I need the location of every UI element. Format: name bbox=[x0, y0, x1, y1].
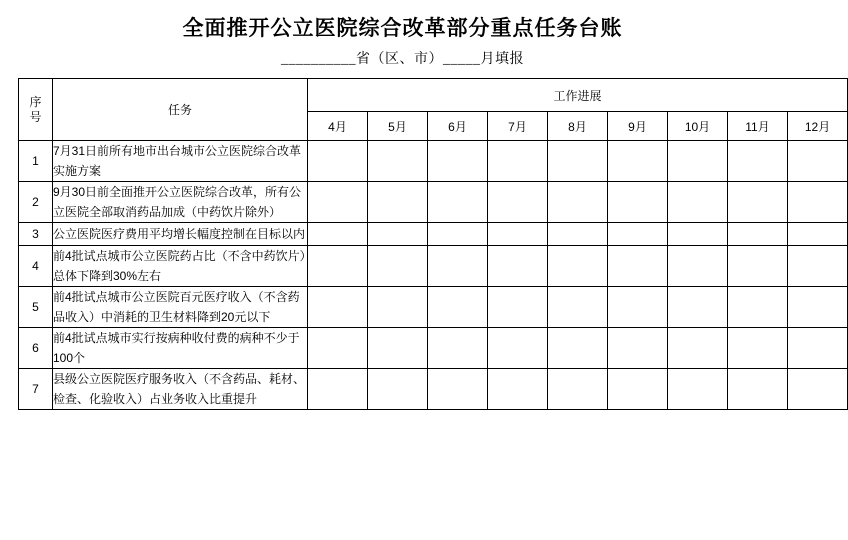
progress-cell[interactable] bbox=[308, 246, 368, 287]
table-row bbox=[19, 369, 848, 410]
row-task: 前4批试点城市公立医院药占比（不含中药饮片）总体下降到30%左右 bbox=[53, 246, 308, 287]
progress-cell[interactable] bbox=[308, 369, 368, 410]
progress-cell[interactable] bbox=[728, 246, 788, 287]
progress-cell[interactable] bbox=[428, 223, 488, 246]
progress-cell[interactable] bbox=[368, 369, 428, 410]
progress-cell[interactable] bbox=[428, 246, 488, 287]
header-month-8: 8月 bbox=[548, 112, 608, 141]
progress-cell[interactable] bbox=[608, 141, 668, 182]
row-index: 3 bbox=[19, 223, 53, 246]
progress-cell[interactable] bbox=[548, 223, 608, 246]
progress-cell[interactable] bbox=[368, 223, 428, 246]
progress-cell[interactable] bbox=[728, 141, 788, 182]
progress-cell[interactable] bbox=[608, 246, 668, 287]
row-index: 1 bbox=[19, 141, 53, 182]
table-row bbox=[19, 141, 848, 182]
progress-cell[interactable] bbox=[368, 246, 428, 287]
progress-cell[interactable] bbox=[488, 328, 548, 369]
table-row bbox=[19, 246, 848, 287]
progress-cell[interactable] bbox=[788, 182, 848, 223]
progress-cell[interactable] bbox=[548, 328, 608, 369]
progress-cell[interactable] bbox=[488, 246, 548, 287]
progress-cell[interactable] bbox=[788, 246, 848, 287]
row-index: 6 bbox=[19, 328, 53, 369]
progress-cell[interactable] bbox=[368, 328, 428, 369]
progress-cell[interactable] bbox=[308, 328, 368, 369]
progress-cell[interactable] bbox=[788, 369, 848, 410]
progress-cell[interactable] bbox=[428, 328, 488, 369]
progress-cell[interactable] bbox=[608, 287, 668, 328]
progress-cell[interactable] bbox=[308, 182, 368, 223]
progress-cell[interactable] bbox=[488, 182, 548, 223]
table-row bbox=[19, 182, 848, 223]
header-month-10: 10月 bbox=[668, 112, 728, 141]
header-task: 任务 bbox=[53, 79, 308, 141]
progress-cell[interactable] bbox=[668, 369, 728, 410]
ledger-table bbox=[18, 78, 848, 410]
progress-cell[interactable] bbox=[608, 223, 668, 246]
table-header bbox=[19, 79, 848, 141]
row-task: 前4批试点城市公立医院百元医疗收入（不含药品收入）中消耗的卫生材料降到20元以下 bbox=[53, 287, 308, 328]
header-month-7: 7月 bbox=[488, 112, 548, 141]
progress-cell[interactable] bbox=[668, 246, 728, 287]
header-row-top bbox=[19, 79, 848, 112]
progress-cell[interactable] bbox=[728, 182, 788, 223]
progress-cell[interactable] bbox=[728, 287, 788, 328]
document-page bbox=[0, 12, 831, 540]
row-index: 7 bbox=[19, 369, 53, 410]
header-month-4: 4月 bbox=[308, 112, 368, 141]
row-task: 7月31日前所有地市出台城市公立医院综合改革实施方案 bbox=[53, 141, 308, 182]
progress-cell[interactable] bbox=[308, 141, 368, 182]
header-month-5: 5月 bbox=[368, 112, 428, 141]
progress-cell[interactable] bbox=[548, 287, 608, 328]
progress-cell[interactable] bbox=[368, 287, 428, 328]
header-index bbox=[19, 79, 53, 141]
progress-cell[interactable] bbox=[368, 141, 428, 182]
header-index-line2: 号 bbox=[29, 109, 42, 124]
header-index-line1: 序 bbox=[29, 94, 42, 109]
progress-cell[interactable] bbox=[728, 369, 788, 410]
row-task: 前4批试点城市实行按病种收付费的病种不少于100个 bbox=[53, 328, 308, 369]
row-index: 2 bbox=[19, 182, 53, 223]
header-month-12: 12月 bbox=[788, 112, 848, 141]
progress-cell[interactable] bbox=[728, 328, 788, 369]
progress-cell[interactable] bbox=[488, 141, 548, 182]
progress-cell[interactable] bbox=[488, 287, 548, 328]
progress-cell[interactable] bbox=[608, 182, 668, 223]
progress-cell[interactable] bbox=[668, 287, 728, 328]
progress-cell[interactable] bbox=[428, 287, 488, 328]
progress-cell[interactable] bbox=[428, 369, 488, 410]
progress-cell[interactable] bbox=[548, 182, 608, 223]
table-row bbox=[19, 287, 848, 328]
row-task: 公立医院医疗费用平均增长幅度控制在目标以内 bbox=[53, 223, 308, 246]
progress-cell[interactable] bbox=[608, 369, 668, 410]
progress-cell[interactable] bbox=[668, 141, 728, 182]
progress-cell[interactable] bbox=[788, 141, 848, 182]
table-body bbox=[19, 141, 848, 410]
progress-cell[interactable] bbox=[788, 328, 848, 369]
progress-cell[interactable] bbox=[548, 246, 608, 287]
row-index: 5 bbox=[19, 287, 53, 328]
header-month-6: 6月 bbox=[428, 112, 488, 141]
progress-cell[interactable] bbox=[488, 369, 548, 410]
progress-cell[interactable] bbox=[488, 223, 548, 246]
progress-cell[interactable] bbox=[788, 223, 848, 246]
progress-cell[interactable] bbox=[308, 287, 368, 328]
progress-cell[interactable] bbox=[428, 182, 488, 223]
header-progress: 工作进展 bbox=[308, 79, 848, 112]
page-subtitle: __________省（区、市）_____月填报 bbox=[281, 52, 524, 67]
progress-cell[interactable] bbox=[368, 182, 428, 223]
progress-cell[interactable] bbox=[728, 223, 788, 246]
progress-cell[interactable] bbox=[308, 223, 368, 246]
page-title: 全面推开公立医院综合改革部分重点任务台账 bbox=[182, 16, 623, 40]
table-row bbox=[19, 223, 848, 246]
progress-cell[interactable] bbox=[668, 223, 728, 246]
row-index: 4 bbox=[19, 246, 53, 287]
header-month-9: 9月 bbox=[608, 112, 668, 141]
progress-cell[interactable] bbox=[548, 141, 608, 182]
progress-cell[interactable] bbox=[668, 328, 728, 369]
progress-cell[interactable] bbox=[548, 369, 608, 410]
progress-cell[interactable] bbox=[668, 182, 728, 223]
progress-cell[interactable] bbox=[788, 287, 848, 328]
row-task: 县级公立医院医疗服务收入（不含药品、耗材、检查、化验收入）占业务收入比重提升 bbox=[53, 369, 308, 410]
table-row bbox=[19, 328, 848, 369]
progress-cell[interactable] bbox=[428, 141, 488, 182]
header-month-11: 11月 bbox=[728, 112, 788, 141]
progress-cell[interactable] bbox=[608, 328, 668, 369]
row-task: 9月30日前全面推开公立医院综合改革，所有公立医院全部取消药品加成（中药饮片除外） bbox=[53, 182, 308, 223]
